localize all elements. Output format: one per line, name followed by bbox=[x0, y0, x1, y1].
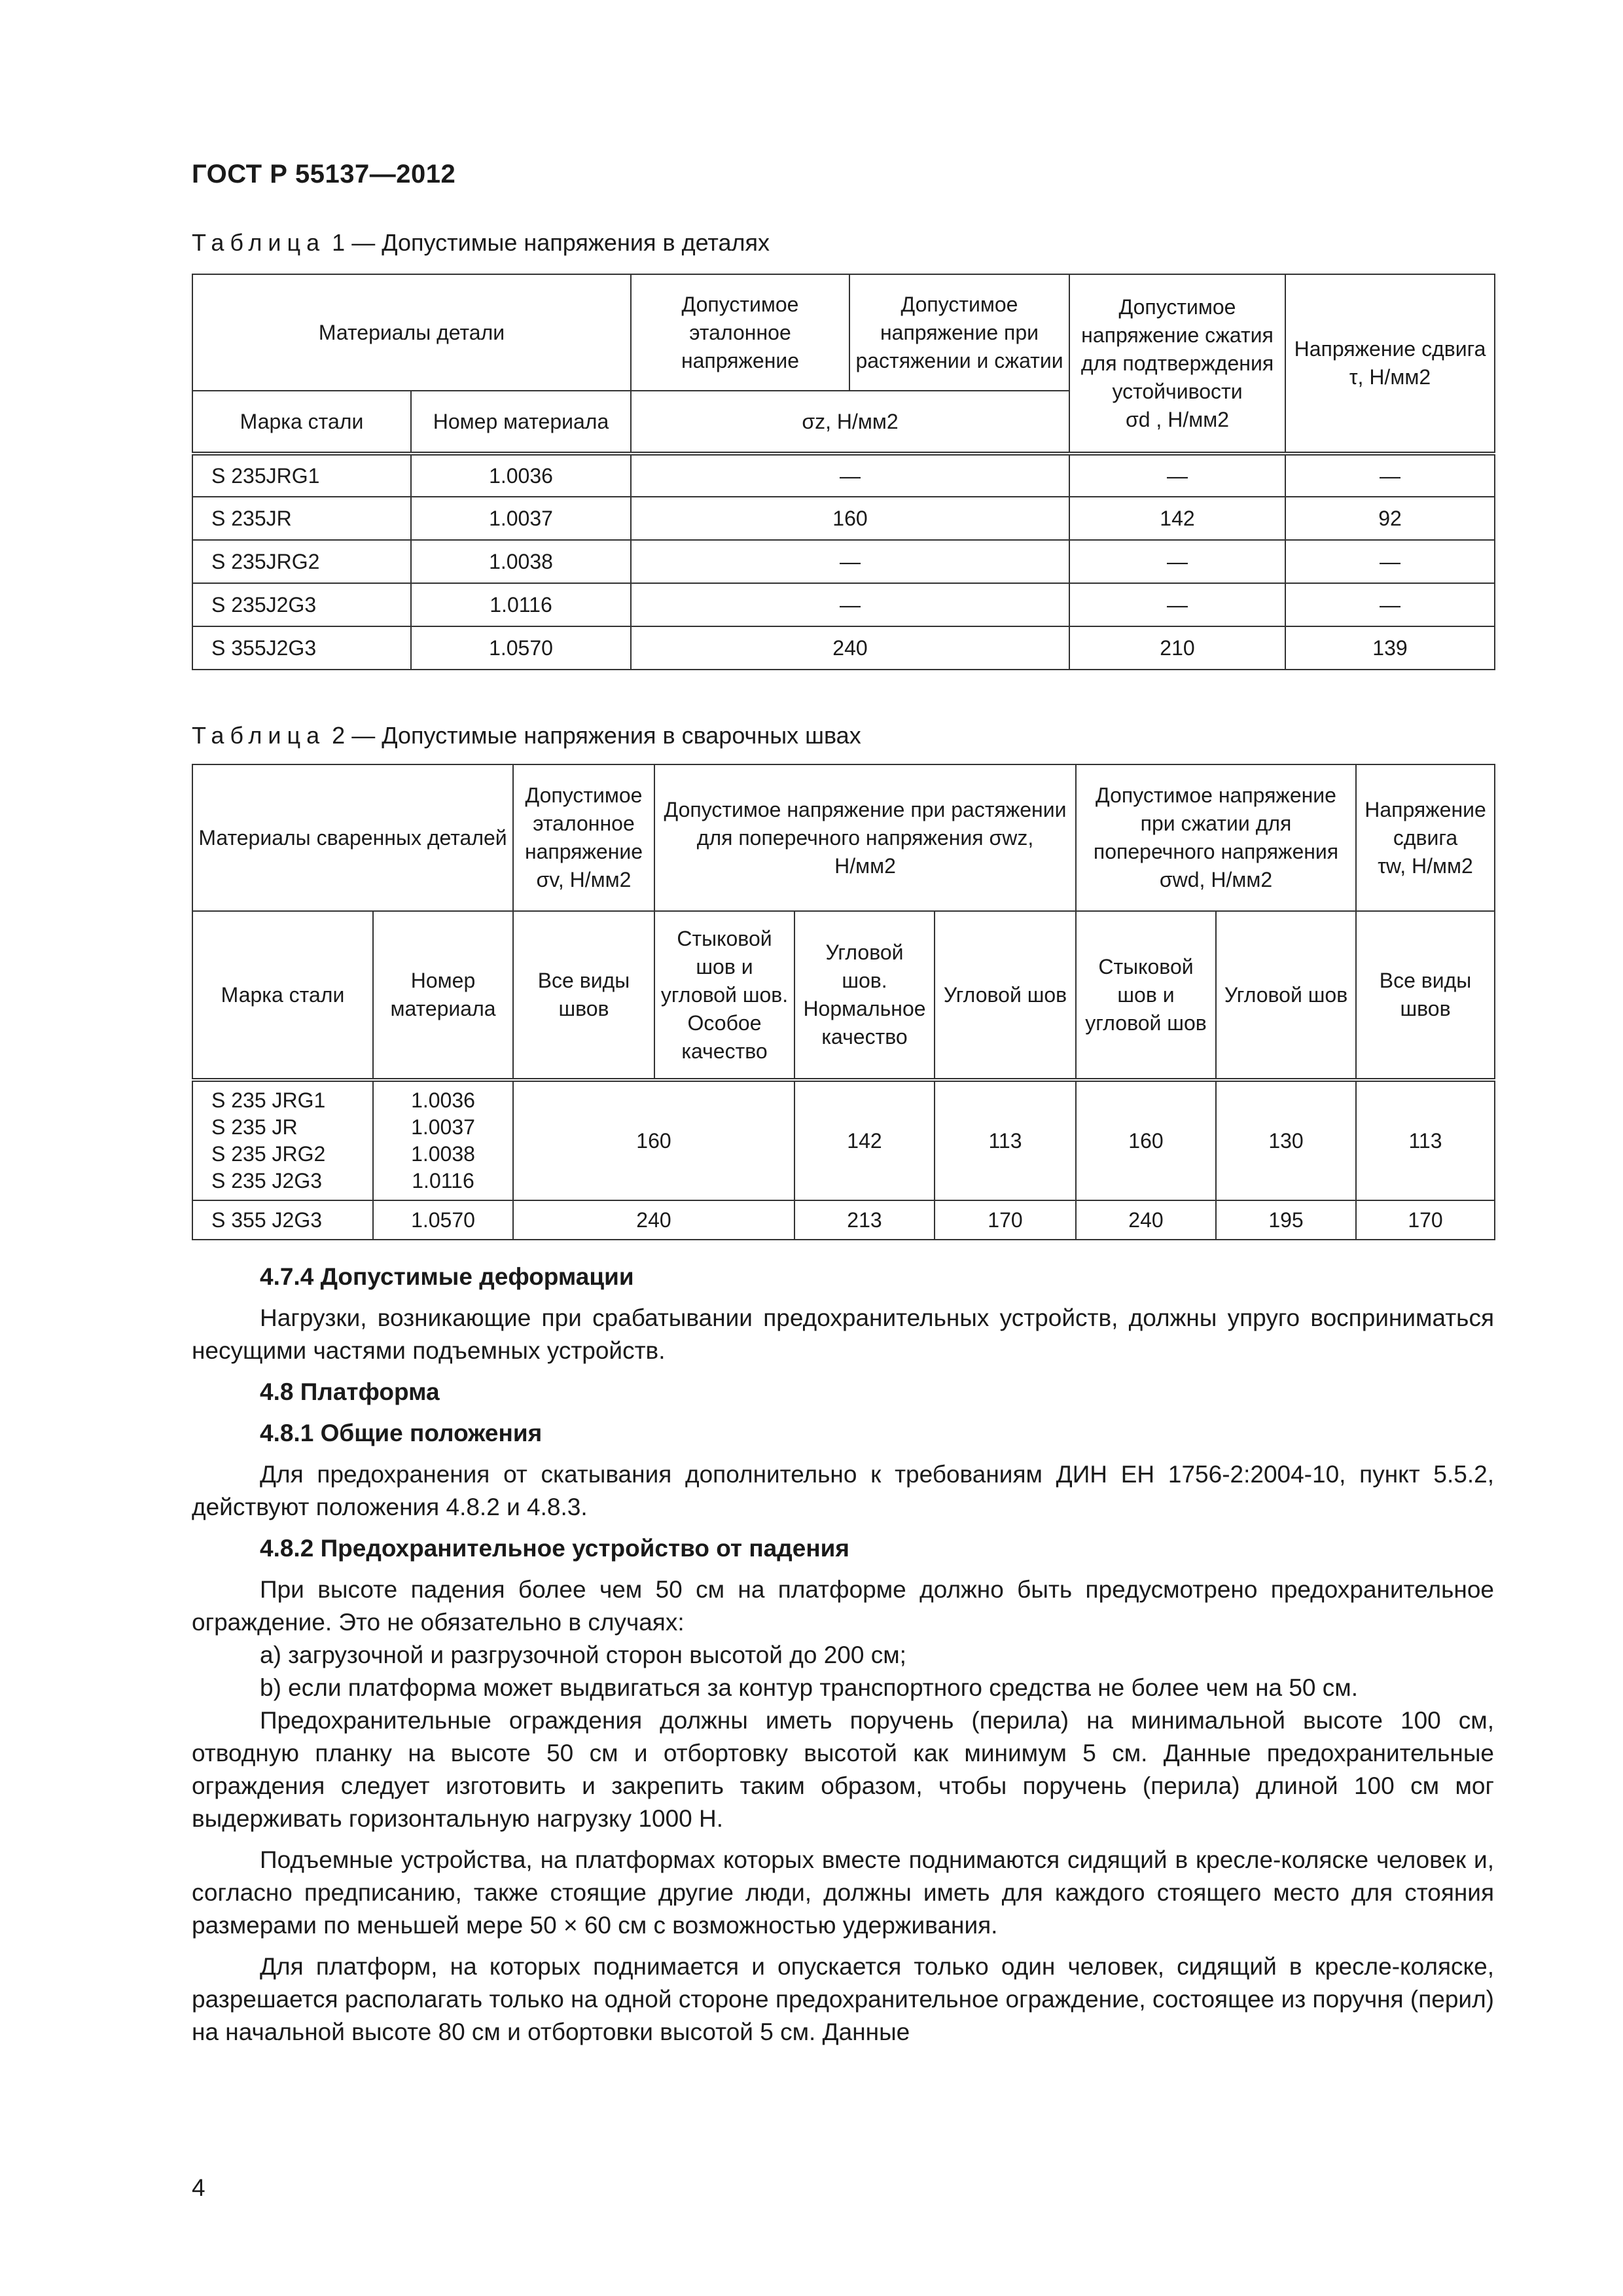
table1-header-tension-stress: Допустимое напряжение при растяжении и сжатии bbox=[849, 274, 1069, 391]
table1-cell-grade: S 235JRG2 bbox=[192, 540, 411, 583]
table1-cell-number: 1.0570 bbox=[411, 626, 631, 670]
table2-subheader-fillet-normal: Угловой шов. Нормальное качество bbox=[794, 911, 935, 1080]
table2-number: 1.0037 bbox=[411, 1115, 475, 1139]
table2-subheader-fillet: Угловой шов bbox=[935, 911, 1076, 1080]
table2-header-reference-unit: σv, Н/мм2 bbox=[536, 868, 632, 891]
table2-cell-value: 160 bbox=[513, 1080, 794, 1200]
paragraph: При высоте падения более чем 50 см на платформе должно быть предусмотрено предохранительное ограждение. Это не обязательно в случаях: bbox=[192, 1576, 1494, 1636]
table2-cell-value: 170 bbox=[1356, 1200, 1495, 1240]
table2-cell-value: 142 bbox=[794, 1080, 935, 1200]
table2-header-tension-text: Допустимое напряжение при растяжении для поперечного напряжения σwz, bbox=[664, 797, 1067, 850]
table1-cell-tau: — bbox=[1285, 583, 1495, 626]
table2-caption bbox=[192, 722, 861, 749]
table-row bbox=[192, 583, 1495, 626]
table1-header-reference-stress: Допустимое эталонное напряжение bbox=[631, 274, 849, 391]
table1-subheader-grade: Марка стали bbox=[192, 391, 411, 454]
table1-cell-number: 1.0036 bbox=[411, 454, 631, 497]
table1 bbox=[192, 274, 1495, 670]
table1-header-shear-unit: τ, Н/мм2 bbox=[1349, 365, 1431, 389]
table-row bbox=[192, 1200, 1495, 1240]
section-heading: 4.8 Платформа bbox=[260, 1378, 440, 1405]
table1-subheader-number: Номер материала bbox=[411, 391, 631, 454]
table1-cell-grade: S 235J2G3 bbox=[192, 583, 411, 626]
table1-header-shear-text: Напряжение сдвига bbox=[1294, 337, 1486, 361]
table-row bbox=[192, 626, 1495, 670]
table2-header-shear-text: Напряжение сдвига bbox=[1364, 797, 1486, 850]
table2-subheader-all-seams: Все виды швов bbox=[513, 911, 654, 1080]
table1-header-sigma-d bbox=[1069, 274, 1285, 454]
paragraph: Для платформ, на которых поднимается и опускается только один человек, сидящий в кресле-коляске, разрешается располагать только на одной стороне предохранительное ограждение, состоящее из поручня (перил) на начальной высоте 80 см и отбортовки высотой 5 см. Данные bbox=[192, 1953, 1494, 2045]
table2-cell-value: 170 bbox=[935, 1200, 1076, 1240]
table1-cell-sigma-d: — bbox=[1069, 583, 1285, 626]
table1-cell-sigma: 240 bbox=[631, 626, 1069, 670]
table2-header-compression-unit: σwd, Н/мм2 bbox=[1159, 868, 1273, 891]
table2-cell-value: 160 bbox=[1076, 1080, 1216, 1200]
table2-grade: S 235 JR bbox=[211, 1115, 298, 1139]
table2-header-shear-unit: τw, Н/мм2 bbox=[1378, 853, 1473, 878]
table1-cell-tau: 92 bbox=[1285, 497, 1495, 540]
table1-cell-grade: S 235JR bbox=[192, 497, 411, 540]
table1-header-materials: Материалы детали bbox=[192, 274, 631, 391]
table-row bbox=[192, 454, 1495, 497]
table2-cell-grade: S 355 J2G3 bbox=[192, 1200, 373, 1240]
table2-header-compression-text: Допустимое напряжение при сжатии для поперечного напряжения bbox=[1093, 783, 1339, 863]
paragraph: Подъемные устройства, на платформах которых вместе поднимаются сидящий в кресле-коляске человек и, согласно предписанию, также стоящие другие люди, должны иметь для каждого стоящего место для стояния размерами по меньшей мере 50 × 60 см с возможностью удерживания. bbox=[192, 1846, 1494, 1939]
table2-cell-grades bbox=[192, 1080, 373, 1200]
table-row bbox=[192, 1080, 1495, 1200]
table1-cell-number: 1.0037 bbox=[411, 497, 631, 540]
table2-header-tension-unit: Н/мм2 bbox=[834, 853, 896, 878]
table2-cell-value: 195 bbox=[1216, 1200, 1356, 1240]
table1-caption-text: 1 — Допустимые напряжения в деталях bbox=[332, 229, 770, 256]
table2-subheader-grade: Марка стали bbox=[192, 911, 373, 1080]
table2-grade: S 235 JRG1 bbox=[211, 1088, 326, 1112]
table-row bbox=[192, 540, 1495, 583]
paragraph: Предохранительные ограждения должны иметь поручень (перила) на минимальной высоте 100 см, отводную планку на высоте 50 см и отбортовку высотой как минимум 5 см. Данные предохранительные ограждения следует изготовить и закрепить таким образом, чтобы поручень (перила) длиной 100 см мог выдерживать горизонтальную нагрузку 1000 Н. bbox=[192, 1707, 1494, 1832]
section-heading: 4.7.4 Допустимые деформации bbox=[260, 1263, 634, 1290]
table2-header-reference-text: Допустимое эталонное напряжение bbox=[524, 783, 643, 863]
table2-header-reference-stress bbox=[513, 764, 654, 911]
table1-cell-sigma-d: 210 bbox=[1069, 626, 1285, 670]
table2-subheader-butt-special: Стыковой шов и угловой шов. Особое качество bbox=[654, 911, 794, 1080]
table2-number: 1.0036 bbox=[411, 1088, 475, 1112]
table1-cell-tau: — bbox=[1285, 540, 1495, 583]
table1-cell-sigma-d: — bbox=[1069, 454, 1285, 497]
table2-subheader-all-seams-2: Все виды швов bbox=[1356, 911, 1495, 1080]
table2-number: 1.0116 bbox=[412, 1169, 474, 1193]
table1-cell-tau: 139 bbox=[1285, 626, 1495, 670]
table1-cell-sigma: — bbox=[631, 454, 1069, 497]
table2-header-compression-stress bbox=[1076, 764, 1356, 911]
list-item: b) если платформа может выдвигаться за контур транспортного средства не более чем на 50 см. bbox=[260, 1674, 1359, 1701]
table2-cell-value: 113 bbox=[1356, 1080, 1495, 1200]
table2-cell-value: 113 bbox=[935, 1080, 1076, 1200]
table1-caption-label: Таблица bbox=[192, 229, 326, 256]
section-heading: 4.8.2 Предохранительное устройство от падения bbox=[260, 1535, 850, 1562]
section-heading: 4.8.1 Общие положения bbox=[260, 1420, 543, 1446]
table2-header-materials: Материалы сваренных деталей bbox=[192, 764, 513, 911]
table2-header-tension-stress bbox=[654, 764, 1076, 911]
table1-cell-number: 1.0038 bbox=[411, 540, 631, 583]
table1-cell-grade: S 355J2G3 bbox=[192, 626, 411, 670]
table2-cell-value: 213 bbox=[794, 1200, 935, 1240]
table2-cell-number: 1.0570 bbox=[373, 1200, 513, 1240]
table1-cell-sigma-d: 142 bbox=[1069, 497, 1285, 540]
list-item: a) загрузочной и разгрузочной сторон высотой до 200 см; bbox=[260, 1641, 906, 1668]
table1-cell-sigma: — bbox=[631, 583, 1069, 626]
table1-cell-number: 1.0116 bbox=[411, 583, 631, 626]
table1-caption bbox=[192, 229, 770, 257]
table1-header-shear bbox=[1285, 274, 1495, 454]
table2 bbox=[192, 764, 1495, 1240]
table2-cell-value: 130 bbox=[1216, 1080, 1356, 1200]
table1-cell-sigma: 160 bbox=[631, 497, 1069, 540]
table2-cell-numbers bbox=[373, 1080, 513, 1200]
table1-cell-tau: — bbox=[1285, 454, 1495, 497]
table2-grade: S 235 J2G3 bbox=[211, 1169, 322, 1193]
table1-cell-sigma: — bbox=[631, 540, 1069, 583]
table2-cell-value: 240 bbox=[513, 1200, 794, 1240]
table2-subheader-butt-fillet: Стыковой шов и угловой шов bbox=[1076, 911, 1216, 1080]
page-number: 4 bbox=[192, 2174, 205, 2201]
table1-header-sigma-d-unit: σd , Н/мм2 bbox=[1125, 407, 1229, 431]
body-text bbox=[192, 1261, 1494, 2049]
table2-caption-label: Таблица bbox=[192, 722, 326, 749]
table1-cell-sigma-d: — bbox=[1069, 540, 1285, 583]
table-row bbox=[192, 497, 1495, 540]
table2-caption-text: 2 — Допустимые напряжения в сварочных швах bbox=[332, 722, 861, 749]
document-title: ГОСТ Р 55137—2012 bbox=[192, 160, 456, 188]
table2-header-shear-stress bbox=[1356, 764, 1495, 911]
table2-cell-value: 240 bbox=[1076, 1200, 1216, 1240]
table2-number: 1.0038 bbox=[411, 1142, 475, 1166]
paragraph: Для предохранения от скатывания дополнительно к требованиям ДИН ЕН 1756-2:2004-10, пункт 5.5.2, действуют положения 4.8.2 и 4.8.3. bbox=[192, 1461, 1494, 1520]
table1-cell-grade: S 235JRG1 bbox=[192, 454, 411, 497]
table1-subheader-sigma-z: σz, Н/мм2 bbox=[631, 391, 1069, 454]
paragraph: Нагрузки, возникающие при срабатывании предохранительных устройств, должны упруго восприниматься несущими частями подъемных устройств. bbox=[192, 1304, 1494, 1364]
table2-grade: S 235 JRG2 bbox=[211, 1142, 326, 1166]
table2-subheader-fillet-2: Угловой шов bbox=[1216, 911, 1356, 1080]
table2-subheader-number: Номер материала bbox=[373, 911, 513, 1080]
table1-header-sigma-d-text: Допустимое напряжение сжатия для подтверждения устойчивости bbox=[1080, 295, 1274, 403]
